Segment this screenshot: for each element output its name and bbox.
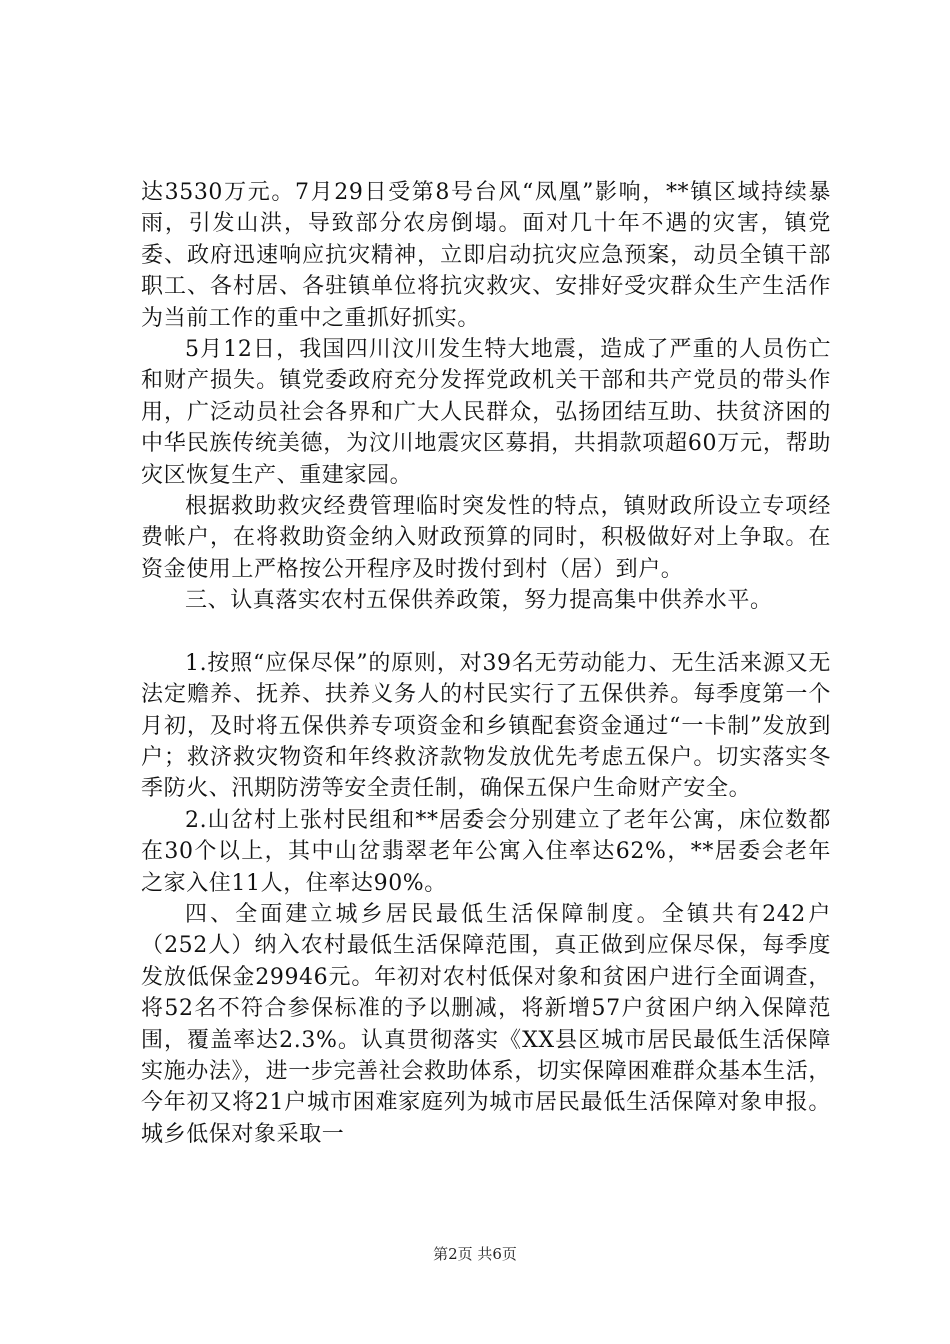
section-four-minimum-living: 四、全面建立城乡居民最低生活保障制度。全镇共有242户（252人）纳入农村最低生活保障范围，真正做到应保尽保，每季度发放低保金29946元。年初对农村低保对象和贫困户进行全面调查，将52名不符合参保标准的予以删减，将新增57户贫困户纳入保障范围，覆盖率达2.3%。认真贯彻落实《XX县区城市居民最低生活保障实施办法》，进一步完善社会救助体系，切实保障困难群众基本生活，今年初又将21户城市困难家庭列为城市居民最低生活保障对象申报。城乡低保对象采取一 <box>141 901 831 1147</box>
paragraph-item-two: 2.山岔村上张村民组和**居委会分别建立了老年公寓，床位数都在30个以上，其中山岔翡翠老年公寓入住率达62%，**居委会老年之家入住11人，住率达90%。 <box>141 807 831 896</box>
paragraph-continuation: 达3530万元。7月29日受第8号台风“凤凰”影响，**镇区域持续暴雨，引发山洪，导致部分农房倒塌。面对几十年不遇的灾害，镇党委、政府迅速响应抗灾精神，立即启动抗灾应急预案，动员全镇干部职工、各村居、各驻镇单位将抗灾救灾、安排好受灾群众生产生活作为当前工作的重中之重抓好抓实。 <box>141 180 831 331</box>
blank-line <box>141 617 831 648</box>
document-body <box>141 177 831 1150</box>
paragraph-item-one: 1.按照“应保尽保”的原则，对39名无劳动能力、无生活来源又无法定赡养、抚养、扶养义务人的村民实行了五保供养。每季度第一个月初，及时将五保供养专项资金和乡镇配套资金通过“一卡制”发放到户；救济救灾物资和年终救济款物发放优先考虑五保户。切实落实冬季防火、汛期防涝等安全责任制，确保五保户生命财产安全。 <box>141 650 831 802</box>
page-number-footer: 第2页 共6页 <box>433 1245 517 1263</box>
paragraph-relief-funds: 根据救助救灾经费管理临时突发性的特点，镇财政所设立专项经费帐户，在将救助资金纳入财政预算的同时，积极做好对上争取。在资金使用上严格按公开程序及时拨付到村（居）到户。 <box>141 494 831 582</box>
paragraph-earthquake-donation: 5月12日，我国四川汶川发生特大地震，造成了严重的人员伤亡和财产损失。镇党委政府充分发挥党政机关干部和共产党员的带头作用，广泛动员社会各界和广大人民群众，弘扬团结互助、扶贫济困的中华民族传统美德，为汶川地震灾区募捐，共捐款项超60万元，帮助灾区恢复生产、重建家园。 <box>141 337 831 488</box>
section-heading-three: 三、认真落实农村五保供养政策，努力提高集中供养水平。 <box>185 588 773 614</box>
